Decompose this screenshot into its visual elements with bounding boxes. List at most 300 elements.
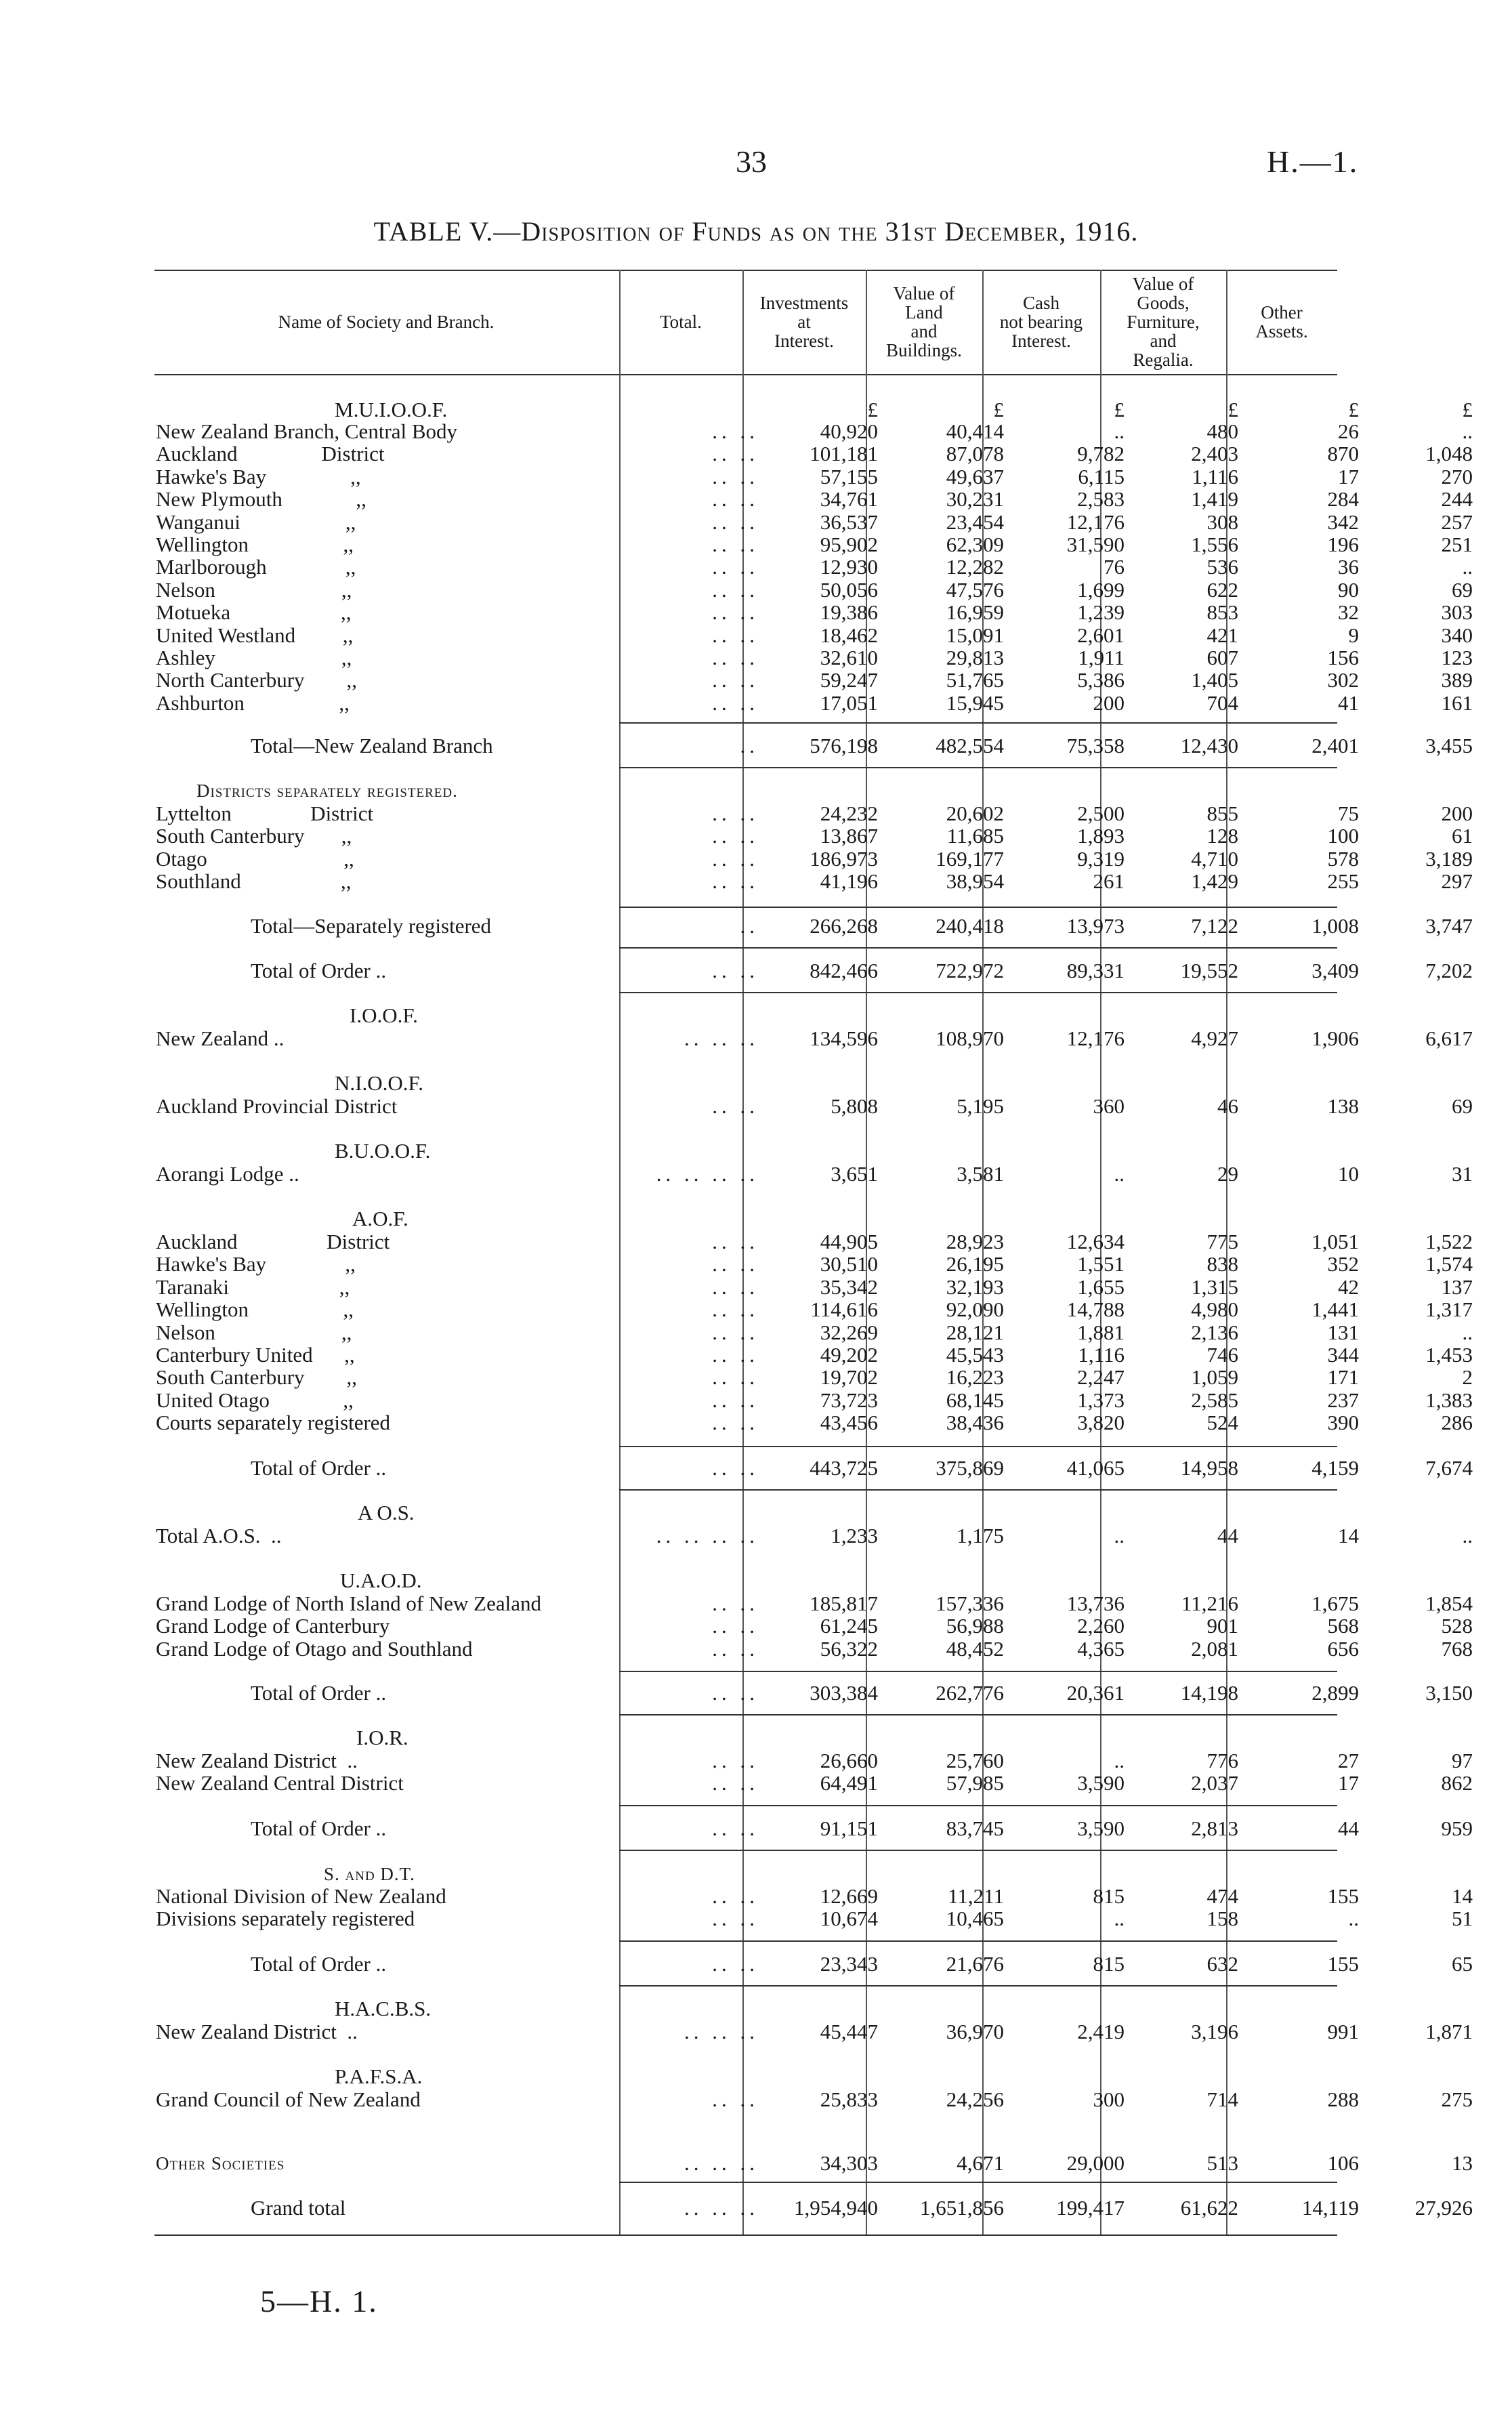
goods-value: 9: [1348, 623, 1359, 647]
goods-value: 342: [1327, 510, 1359, 534]
goods-value: 1,675: [1311, 1592, 1359, 1615]
leader-dots: ..: [740, 914, 759, 938]
land-value: 12,176: [1066, 1026, 1125, 1050]
goods-value: 568: [1327, 1614, 1359, 1638]
other-assets-value: 862: [1441, 1771, 1473, 1795]
goods-value: 302: [1327, 668, 1359, 692]
land-value: 31,590: [1066, 533, 1125, 556]
leader-dots: .. ..: [712, 419, 759, 443]
total-value: 91,151: [820, 1816, 878, 1840]
land-value: 1,699: [1077, 577, 1125, 602]
total-value: 26,660: [820, 1749, 878, 1772]
land-value: 3,820: [1077, 1411, 1125, 1435]
goods-value: 390: [1327, 1411, 1359, 1435]
other-assets-value: 123: [1441, 646, 1473, 669]
row-label: North Canterbury ,,: [156, 668, 358, 692]
investments-value: 29,813: [946, 646, 1004, 669]
total-value: 101,181: [810, 442, 878, 466]
other-assets-value: 6,617: [1425, 1026, 1473, 1050]
section-heading-uaod: U.A.O.D.: [340, 1568, 422, 1592]
subtotal-rule: [619, 1940, 1337, 1942]
leader-dots: .. ..: [712, 600, 759, 625]
cash-value: 480: [1206, 419, 1238, 443]
row-label: New Plymouth ,,: [156, 487, 366, 512]
goods-value: 100: [1327, 824, 1359, 848]
leader-dots: .. ..: [712, 442, 759, 466]
currency-symbol: £: [1348, 398, 1359, 421]
row-label: Other Societies: [156, 2153, 285, 2174]
leader-dots: .. ..: [712, 1094, 759, 1118]
goods-value: 284: [1327, 487, 1359, 512]
land-value: 4,365: [1077, 1636, 1125, 1661]
row-label: Total of Order ..: [251, 1681, 387, 1705]
goods-value: 2,899: [1311, 1681, 1359, 1705]
leader-dots: .. ..: [712, 824, 759, 848]
investments-value: 15,091: [946, 623, 1004, 647]
subtotal-rule: [619, 2182, 1337, 2183]
row-label: Auckland Provincial District: [156, 1094, 398, 1118]
land-value: 14,788: [1066, 1297, 1125, 1322]
land-value: 815: [1093, 1952, 1125, 1976]
investments-value: 10,465: [946, 1907, 1004, 1931]
subtotal-rule: [619, 722, 1337, 724]
cash-value: 855: [1206, 802, 1238, 825]
total-value: 95,902: [820, 533, 878, 556]
leader-dots: .. ..: [712, 1952, 759, 1976]
subtotal-rule: [619, 992, 1337, 993]
total-value: 1,233: [831, 1524, 878, 1547]
cash-value: 622: [1206, 577, 1238, 602]
cash-value: 12,430: [1180, 734, 1238, 757]
goods-value: 106: [1327, 2151, 1359, 2175]
cash-value: 1,315: [1191, 1274, 1238, 1299]
row-label: Grand Lodge of Otago and Southland: [156, 1636, 473, 1661]
row-label: Auckland District: [156, 442, 385, 466]
goods-value: 288: [1327, 2087, 1359, 2111]
leader-dots: .. .. .. ..: [656, 1524, 759, 1547]
row-label: Hawke's Bay ,,: [156, 464, 361, 488]
other-assets-value: 27,926: [1414, 2196, 1473, 2220]
section-heading-aos: A O.S.: [358, 1501, 415, 1524]
table-row: [156, 623, 1473, 647]
investments-value: 25,760: [946, 1749, 1004, 1772]
row-label: Otago ,,: [156, 846, 354, 871]
total-value: 40,920: [820, 419, 878, 443]
investments-value: 1,175: [957, 1524, 1004, 1547]
row-label: Total of Order ..: [251, 1952, 387, 1976]
other-assets-value: 65: [1452, 1952, 1473, 1976]
investments-value: 68,145: [946, 1388, 1004, 1412]
subtotal-rule: [619, 1805, 1337, 1806]
total-value: 266,268: [810, 914, 878, 938]
cash-value: 746: [1206, 1343, 1238, 1367]
row-label: New Zealand District ..: [156, 2020, 358, 2043]
goods-value: 1,008: [1311, 914, 1359, 938]
cash-value: 3,196: [1191, 2020, 1238, 2043]
column-header-land-buildings: Value of Land and Buildings.: [886, 283, 962, 360]
cash-value: 474: [1206, 1884, 1238, 1908]
total-value: 10,674: [820, 1907, 878, 1931]
other-assets-value: 69: [1452, 577, 1473, 602]
other-assets-value: 51: [1452, 1907, 1473, 1931]
row-label: Wellington ,,: [156, 533, 354, 556]
investments-value: 36,970: [946, 2020, 1004, 2043]
land-value: 1,551: [1077, 1252, 1125, 1276]
page-number: 33: [736, 144, 767, 179]
investments-value: 5,195: [957, 1094, 1004, 1118]
total-value: 12,930: [820, 555, 878, 579]
leader-dots: .. ..: [712, 464, 759, 488]
subtotal-rule: [619, 1671, 1337, 1672]
row-label: Grand Council of New Zealand: [156, 2087, 421, 2111]
investments-value: 722,972: [936, 959, 1004, 982]
other-assets-value: 1,383: [1425, 1388, 1473, 1412]
leader-dots: .. ..: [712, 690, 759, 715]
investments-value: 16,959: [946, 600, 1004, 625]
table-row: [156, 869, 1473, 894]
leader-dots: .. ..: [712, 846, 759, 871]
section-heading-sdt: [324, 1862, 415, 1886]
investments-value: 375,869: [936, 1456, 1004, 1480]
other-assets-value: 275: [1441, 2087, 1473, 2111]
goods-value: 10: [1338, 1162, 1359, 1186]
total-value: 56,322: [820, 1636, 878, 1661]
leader-dots: .. ..: [712, 1884, 759, 1908]
cash-value: 61,622: [1180, 2196, 1238, 2220]
cash-value: 1,116: [1192, 464, 1238, 488]
investments-value: 49,637: [946, 464, 1004, 488]
land-value: 29,000: [1066, 2151, 1125, 2175]
total-value: 3,651: [831, 1162, 878, 1186]
cash-value: 1,419: [1191, 487, 1238, 512]
currency-symbol: £: [1114, 398, 1125, 421]
goods-value: 138: [1327, 1094, 1359, 1118]
leader-dots: .. ..: [712, 668, 759, 692]
cash-value: 46: [1217, 1094, 1238, 1118]
total-value: 19,702: [820, 1365, 878, 1390]
row-label: Wellington ,,: [156, 1297, 354, 1322]
section-heading-aof: A.O.F.: [352, 1207, 408, 1230]
section-heading-districts-separately: Districts separately registered.: [196, 781, 458, 801]
table-row: [156, 802, 1473, 825]
investments-value: 4,671: [957, 2151, 1004, 2175]
leader-dots: .. ..: [712, 1592, 759, 1615]
goods-value: 17: [1338, 1771, 1359, 1795]
goods-value: 14,119: [1301, 2196, 1359, 2220]
total-value: 50,056: [820, 577, 878, 602]
table-row-aos: [156, 1524, 1473, 1547]
row-label: Marlborough ,,: [156, 555, 356, 579]
cash-value: 776: [1206, 1749, 1238, 1772]
total-value: 32,610: [820, 646, 878, 669]
total-value: 13,867: [820, 824, 878, 848]
goods-value: 171: [1327, 1365, 1359, 1390]
goods-value: 44: [1338, 1816, 1359, 1840]
table-row-buoof: [156, 1162, 1473, 1186]
investments-value: 157,336: [936, 1592, 1004, 1615]
leader-dots: .. ..: [712, 1274, 759, 1299]
other-assets-value: ..: [1462, 555, 1473, 579]
row-label: Grand total: [251, 2196, 346, 2220]
table-row: [156, 533, 1473, 556]
row-label: Grand Lodge of Canterbury: [156, 1614, 390, 1638]
row-label: Divisions separately registered: [156, 1907, 415, 1931]
subtotal-rule: [619, 1446, 1337, 1447]
land-value: 76: [1104, 555, 1125, 579]
land-value: 815: [1093, 1884, 1125, 1908]
total-value: 34,303: [820, 2151, 878, 2175]
total-value: 41,196: [820, 869, 878, 894]
other-assets-value: 286: [1441, 1411, 1473, 1435]
cash-value: 2,037: [1191, 1771, 1238, 1795]
column-header-name: Name of Society and Branch.: [278, 312, 495, 332]
row-label: Total of Order ..: [251, 1816, 387, 1840]
row-label: Lyttelton District: [156, 802, 374, 825]
investments-value: 262,776: [936, 1681, 1004, 1705]
leader-dots: .. ..: [712, 646, 759, 669]
goods-value: 237: [1327, 1388, 1359, 1412]
table-header-rule: [154, 374, 1337, 375]
land-value: 2,247: [1077, 1365, 1125, 1390]
land-value: ..: [1114, 1524, 1125, 1547]
investments-value: 1,651,856: [920, 2196, 1004, 2220]
land-value: 13,973: [1066, 914, 1125, 938]
land-value: ..: [1114, 419, 1125, 443]
column-header-investments: Investments at Interest.: [759, 293, 849, 351]
table-row: [156, 1365, 1473, 1390]
row-label: New Zealand District ..: [156, 1749, 358, 1772]
subtotal-rule: [619, 1850, 1337, 1851]
total-value: 303,384: [810, 1681, 878, 1705]
total-value: 17,051: [820, 690, 878, 715]
cash-value: 11,216: [1181, 1592, 1238, 1615]
total-value: 49,202: [820, 1343, 878, 1367]
total-value: 32,269: [820, 1320, 878, 1344]
goods-value: 352: [1327, 1252, 1359, 1276]
cash-value: 2,813: [1191, 1816, 1238, 1840]
land-value: 2,260: [1077, 1614, 1125, 1638]
investments-value: 48,452: [946, 1636, 1004, 1661]
total-value: 19,386: [820, 600, 878, 625]
column-header-other-assets: Other Assets.: [1255, 302, 1308, 341]
investments-value: 38,954: [946, 869, 1004, 894]
leader-dots: .. ..: [712, 1456, 759, 1480]
goods-value: 4,159: [1311, 1456, 1359, 1480]
total-value: 61,245: [820, 1614, 878, 1638]
currency-symbol: £: [867, 398, 878, 421]
table-row: [156, 1343, 1473, 1367]
investments-value: 62,309: [946, 533, 1004, 556]
row-label: Wanganui ,,: [156, 510, 356, 534]
total-value: 57,155: [820, 464, 878, 488]
total-value: 23,343: [820, 1952, 878, 1976]
cash-value: 308: [1206, 510, 1238, 534]
goods-value: 1,441: [1311, 1297, 1359, 1322]
other-assets-value: 340: [1441, 623, 1473, 647]
table-row: [156, 600, 1473, 625]
cash-value: 421: [1206, 623, 1238, 647]
cash-value: 14,198: [1180, 1681, 1238, 1705]
subtotal-rule: [619, 767, 1337, 768]
leader-dots: .. .. .. ..: [656, 1162, 759, 1186]
other-assets-value: 13: [1452, 2151, 1473, 2175]
cash-value: 158: [1206, 1907, 1238, 1931]
other-assets-value: ..: [1462, 419, 1473, 443]
table-title: [0, 215, 1512, 247]
goods-value: 870: [1327, 442, 1359, 466]
investments-value: 56,988: [946, 1614, 1004, 1638]
other-assets-value: 297: [1441, 869, 1473, 894]
goods-value: 32: [1338, 600, 1359, 625]
goods-value: 155: [1327, 1952, 1359, 1976]
row-label: Total of Order ..: [251, 1456, 387, 1480]
investments-value: 11,685: [946, 824, 1004, 848]
section-heading-ior: I.O.R.: [356, 1726, 408, 1749]
cash-value: 632: [1206, 1952, 1238, 1976]
table-row-other-societies: [156, 2151, 1473, 2175]
goods-value: 344: [1327, 1343, 1359, 1367]
other-assets-value: 1,522: [1425, 1230, 1473, 1253]
table-row-nioof: [156, 1094, 1473, 1118]
cash-value: 536: [1206, 555, 1238, 579]
goods-value: 255: [1327, 869, 1359, 894]
cash-value: 704: [1206, 690, 1238, 715]
investments-value: 47,576: [946, 577, 1004, 602]
land-value: 9,319: [1077, 846, 1125, 871]
investments-value: 28,923: [946, 1230, 1004, 1253]
cash-value: 838: [1206, 1252, 1238, 1276]
investments-value: 32,193: [946, 1274, 1004, 1299]
table-row: [156, 1636, 1473, 1661]
investments-value: 20,602: [946, 802, 1004, 825]
leader-dots: .. ..: [712, 2087, 759, 2111]
other-assets-value: 303: [1441, 600, 1473, 625]
other-assets-value: 61: [1452, 824, 1473, 848]
investments-value: 12,282: [946, 555, 1004, 579]
goods-value: 17: [1338, 464, 1359, 488]
leader-dots: .. ..: [712, 1365, 759, 1390]
section-heading-hacbs: H.A.C.B.S.: [335, 1997, 432, 2020]
investments-value: 30,231: [946, 487, 1004, 512]
table-title-text: Disposition of Funds as on the 31st December, 1916.: [521, 216, 1139, 247]
table-row: [156, 1907, 1473, 1931]
table-row-hacbs: [156, 2020, 1473, 2043]
table-row: [156, 1884, 1473, 1908]
land-value: 6,115: [1078, 464, 1125, 488]
total-value: 35,342: [820, 1274, 878, 1299]
row-label: Total of Order ..: [251, 959, 387, 982]
table-row: [156, 442, 1473, 466]
cash-value: 29: [1217, 1162, 1238, 1186]
row-label: South Canterbury ,,: [156, 1365, 358, 1390]
total-value: 185,817: [810, 1592, 878, 1615]
other-assets-value: 1,574: [1425, 1252, 1473, 1276]
other-assets-value: 3,189: [1425, 846, 1473, 871]
other-assets-value: 3,455: [1425, 734, 1473, 757]
table-title-prefix: TABLE V.—: [373, 216, 522, 247]
total-value: 36,537: [820, 510, 878, 534]
land-value: 5,386: [1077, 668, 1125, 692]
investments-value: 87,078: [946, 442, 1004, 466]
land-value: 261: [1093, 869, 1125, 894]
subtotal-rule: [619, 1714, 1337, 1715]
page-footer: 5—H. 1.: [260, 2284, 378, 2318]
total-value: 5,808: [831, 1094, 878, 1118]
row-label: Southland ,,: [156, 869, 352, 894]
other-assets-value: 7,674: [1425, 1456, 1473, 1480]
other-assets-value: 137: [1441, 1274, 1473, 1299]
leader-dots: .. ..: [712, 1343, 759, 1367]
other-assets-value: ..: [1462, 1524, 1473, 1547]
land-value: 2,419: [1077, 2020, 1125, 2043]
cash-value: 513: [1206, 2151, 1238, 2175]
cash-value: 2,585: [1191, 1388, 1238, 1412]
row-label: Courts separately registered: [156, 1411, 391, 1435]
total-value: 45,447: [820, 2020, 878, 2043]
land-value: 41,065: [1066, 1456, 1125, 1480]
cash-value: 1,556: [1191, 533, 1238, 556]
section-heading-pafsa: P.A.F.S.A.: [335, 2064, 423, 2088]
table-row: [156, 846, 1473, 871]
investments-value: 92,090: [946, 1297, 1004, 1322]
investments-value: 11,211: [948, 1884, 1004, 1908]
row-label: Auckland District: [156, 1230, 390, 1253]
goods-value: 578: [1327, 846, 1359, 871]
cash-value: 853: [1206, 600, 1238, 625]
other-assets-value: 200: [1441, 802, 1473, 825]
row-label: New Zealand Branch, Central Body: [156, 419, 458, 443]
other-assets-value: 2: [1462, 1365, 1473, 1390]
other-assets-value: 959: [1441, 1816, 1473, 1840]
land-value: 2,583: [1077, 487, 1125, 512]
total-value: 59,247: [820, 668, 878, 692]
table-row: [156, 1749, 1473, 1772]
table-row: [156, 419, 1473, 443]
total-value: 18,462: [820, 623, 878, 647]
cash-value: 607: [1206, 646, 1238, 669]
land-value: ..: [1114, 1907, 1125, 1931]
table-row-ioof: [156, 1026, 1473, 1050]
leader-dots: .. ..: [712, 1388, 759, 1412]
table-row: [156, 1771, 1473, 1795]
investments-value: 51,765: [946, 668, 1004, 692]
other-assets-value: 270: [1441, 464, 1473, 488]
land-value: 1,911: [1078, 646, 1125, 669]
cash-value: 14,958: [1180, 1456, 1238, 1480]
investments-value: 482,554: [936, 734, 1004, 757]
cash-value: 1,405: [1191, 668, 1238, 692]
subtotal-rule: [619, 907, 1337, 908]
land-value: 2,601: [1077, 623, 1125, 647]
row-label: New Zealand ..: [156, 1026, 285, 1050]
cash-value: 19,552: [1180, 959, 1238, 982]
currency-row: [156, 398, 1473, 421]
row-label: Grand Lodge of North Island of New Zealand: [156, 1592, 542, 1615]
leader-dots: .. ..: [712, 555, 759, 579]
goods-value: 656: [1327, 1636, 1359, 1661]
leader-dots: .. .. ..: [684, 2196, 759, 2220]
row-label: Total—New Zealand Branch: [251, 734, 493, 757]
investments-value: 24,256: [946, 2087, 1004, 2111]
row-label: South Canterbury ,,: [156, 824, 352, 848]
other-assets-value: 1,854: [1425, 1592, 1473, 1615]
other-assets-value: 7,202: [1425, 959, 1473, 982]
goods-value: 42: [1338, 1274, 1359, 1299]
other-assets-value: 3,747: [1425, 914, 1473, 938]
cash-value: 4,710: [1191, 846, 1238, 871]
goods-value: 1,051: [1311, 1230, 1359, 1253]
row-label: Aorangi Lodge ..: [156, 1162, 299, 1186]
